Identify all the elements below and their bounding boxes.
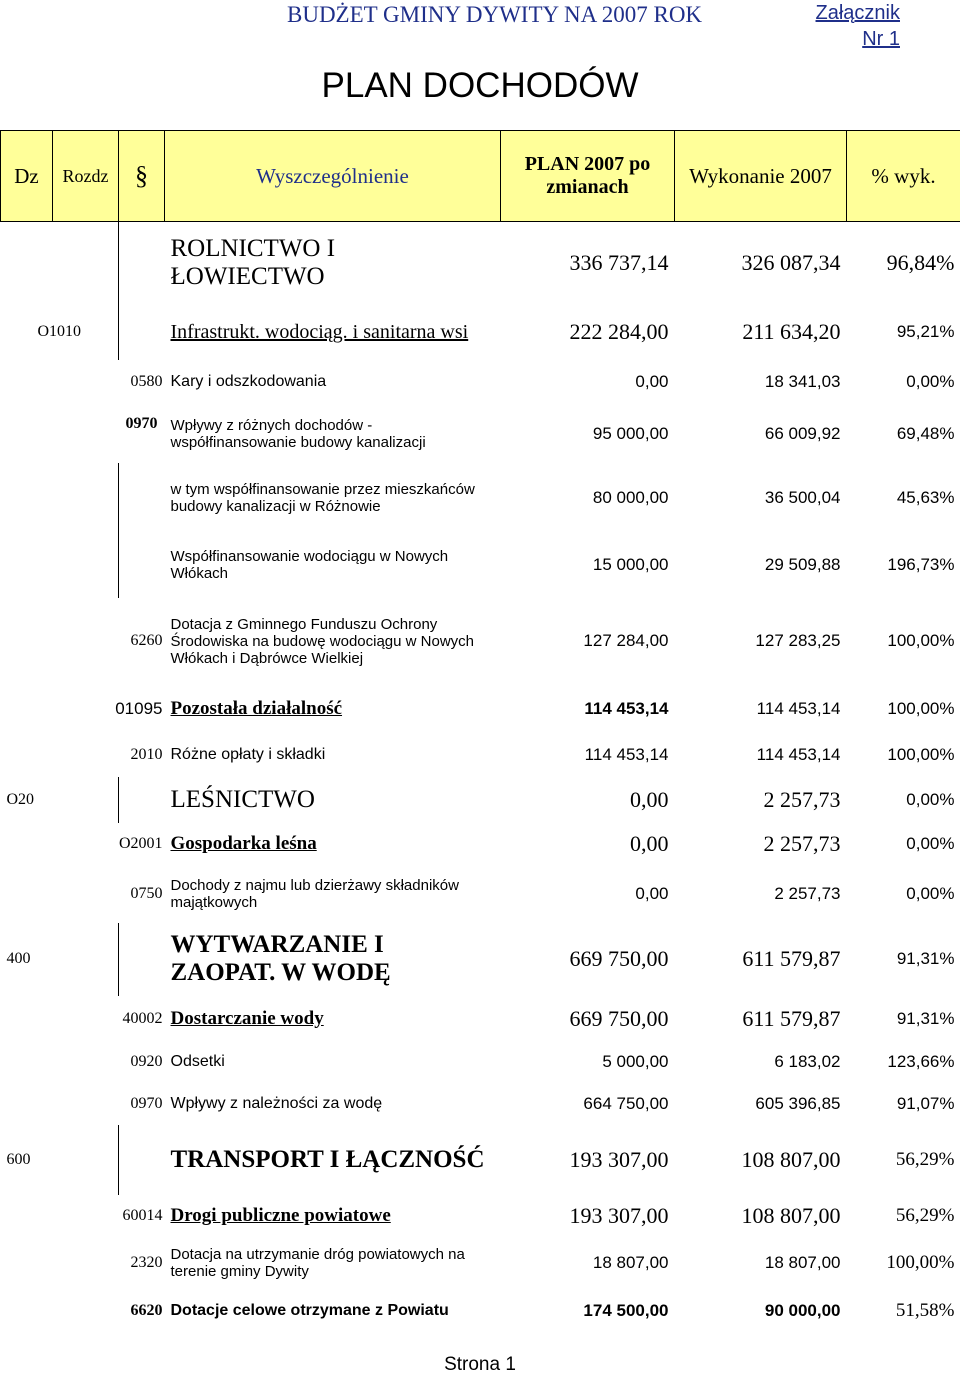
- row-description: Różne opłaty i składki: [170, 745, 326, 763]
- table-row: [1, 685, 960, 733]
- plan-value: 5 000,00: [602, 1052, 669, 1071]
- paragraph-code: 6260: [130, 632, 163, 649]
- percent-value: 56,29%: [895, 1204, 955, 1226]
- table-row: [1, 360, 960, 405]
- percent-value: 56,29%: [895, 1148, 955, 1170]
- plan-value: 193 307,00: [569, 1146, 669, 1172]
- execution-value: 211 634,20: [742, 319, 841, 344]
- percent-value: 91,31%: [896, 1008, 955, 1028]
- plan-value: 669 750,00: [569, 1005, 669, 1031]
- execution-value: 2 257,73: [763, 830, 841, 856]
- percent-value: 45,63%: [896, 487, 955, 507]
- plan-value: 15 000,00: [592, 555, 669, 574]
- percent-value: 100,00%: [887, 698, 955, 718]
- table-row: [1, 1195, 960, 1237]
- col-percent: % wyk.: [847, 131, 960, 222]
- row-description: Dotacja z Gminnego Funduszu Ochrony Środowiska na budowę wodociągu w Nowych Włókach i Dąbrówce Wielkiej: [170, 615, 475, 667]
- paragraph-code: 0970: [125, 414, 158, 432]
- dz-code: O20: [6, 790, 35, 808]
- row-description: Dotacje celowe otrzymane z Powiatu: [170, 1302, 449, 1319]
- plan-value: 222 284,00: [569, 319, 669, 344]
- paragraph-code: 0920: [130, 1053, 163, 1070]
- execution-value: 2 257,73: [774, 883, 841, 903]
- execution-value: 108 807,00: [741, 1146, 841, 1172]
- table-row: [1, 996, 960, 1042]
- chapter-code: 60014: [122, 1206, 163, 1224]
- execution-value: 114 453,14: [756, 698, 841, 718]
- col-paragraph: §: [119, 131, 165, 222]
- plan-value: 174 500,00: [583, 1301, 669, 1320]
- table-row: [1, 305, 960, 360]
- execution-value: 108 807,00: [741, 1202, 841, 1228]
- table-row: [1, 1125, 960, 1195]
- table-row: [1, 598, 960, 685]
- col-execution: Wykonanie 2007: [675, 131, 847, 222]
- plan-value: 0,00: [635, 883, 669, 903]
- chapter-code: O2001: [118, 834, 163, 852]
- row-description: Kary i odszkodowania: [170, 373, 327, 390]
- chapter-code: 40002: [122, 1009, 163, 1027]
- execution-value: 114 453,14: [756, 744, 841, 764]
- attachment-line-2: Nr 1: [862, 28, 900, 50]
- chapter-title: Dostarczanie wody: [170, 1007, 324, 1029]
- attachment-line-1: Załącznik: [815, 2, 900, 24]
- plan-value: 664 750,00: [583, 1093, 669, 1113]
- percent-value: 69,48%: [896, 423, 955, 443]
- percent-value: 51,58%: [895, 1300, 955, 1321]
- plan-value: 18 807,00: [592, 1253, 669, 1272]
- col-plan: PLAN 2007 po zmianach: [501, 131, 675, 222]
- plan-value: 80 000,00: [592, 487, 669, 507]
- table-row: [1, 463, 960, 533]
- execution-value: 90 000,00: [764, 1301, 841, 1320]
- table-row: [1, 1290, 960, 1333]
- execution-value: 127 283,25: [755, 631, 841, 650]
- dz-code: 600: [6, 1150, 31, 1168]
- table-row: [1, 1042, 960, 1083]
- table-row: [1, 865, 960, 923]
- table-row: [1, 1237, 960, 1290]
- section-title: WYTWARZANIE I ZAOPAT. W WODĘ: [170, 931, 391, 986]
- execution-value: 18 807,00: [764, 1253, 841, 1272]
- paragraph-code: 0970: [130, 1094, 163, 1112]
- paragraph-code: 2010: [130, 745, 163, 763]
- chapter-title: Drogi publiczne powiatowe: [170, 1204, 391, 1226]
- execution-value: 66 009,92: [764, 423, 841, 443]
- paragraph-code: 0580: [130, 373, 163, 390]
- percent-value: 100,00%: [887, 631, 955, 650]
- section-title: ROLNICTWO I ŁOWIECTWO: [170, 235, 336, 291]
- percent-value: 100,00%: [886, 1252, 955, 1273]
- execution-value: 611 579,87: [742, 1005, 841, 1031]
- income-table: [0, 130, 960, 1333]
- plan-value: 0,00: [630, 786, 669, 812]
- plan-value: 114 453,14: [584, 744, 669, 764]
- row-description: Odsetki: [170, 1053, 225, 1070]
- plan-value: 114 453,14: [584, 698, 669, 718]
- budget-title: BUDŻET GMINY DYWITY NA 2007 ROK: [287, 2, 703, 27]
- execution-value: 326 087,34: [741, 250, 841, 276]
- attachment-label: [816, 0, 900, 52]
- section-title: TRANSPORT I ŁĄCZNOŚĆ: [170, 1145, 485, 1173]
- paragraph-code: 2320: [130, 1254, 163, 1271]
- plan-value: 0,00: [630, 830, 669, 856]
- table-row: [1, 733, 960, 777]
- percent-value: 0,00%: [906, 883, 955, 903]
- table-row: [1, 533, 960, 598]
- row-description: Wpływy z należności za wodę: [170, 1094, 383, 1112]
- paragraph-code: 0750: [130, 884, 163, 902]
- col-description: Wyszczególnienie: [165, 131, 501, 222]
- plan-title: PLAN DOCHODÓW: [321, 66, 639, 105]
- percent-value: 91,31%: [896, 949, 955, 968]
- execution-value: 2 257,73: [763, 786, 841, 812]
- row-description: w tym współfinansowanie przez mieszkańców budowy kanalizacji w Różnowie: [170, 480, 475, 515]
- percent-value: 100,00%: [887, 744, 955, 764]
- table-row: [1, 222, 960, 305]
- table-row: [1, 823, 960, 865]
- col-rozdz: Rozdz: [53, 131, 119, 222]
- chapter-title: Gospodarka leśna: [170, 832, 317, 854]
- plan-value: 669 750,00: [569, 946, 669, 971]
- table-header: [1, 131, 960, 222]
- table-row: [1, 1083, 960, 1125]
- row-description: Współfinansowanie wodociągu w Nowych Włókach: [170, 548, 449, 582]
- percent-value: 91,07%: [896, 1093, 955, 1113]
- percent-value: 0,00%: [906, 789, 955, 809]
- row-description: Wpływy z różnych dochodów - współfinansowanie budowy kanalizacji: [170, 416, 426, 451]
- section-title: LEŚNICTWO: [170, 785, 315, 813]
- percent-value: 123,66%: [887, 1052, 955, 1071]
- execution-value: 18 341,03: [764, 372, 841, 391]
- execution-value: 36 500,04: [764, 487, 841, 507]
- paragraph-code: 6620: [130, 1302, 163, 1319]
- plan-value: 0,00: [635, 372, 669, 391]
- dz-code: O1010: [37, 323, 82, 340]
- row-description: Dochody z najmu lub dzierżawy składników majątkowych: [170, 876, 459, 911]
- plan-value: 127 284,00: [583, 631, 669, 650]
- chapter-title: Pozostała działalność: [170, 697, 343, 719]
- dz-code: 400: [6, 950, 31, 967]
- percent-value: 0,00%: [906, 833, 955, 853]
- plan-value: 336 737,14: [569, 250, 669, 276]
- chapter-title: Infrastrukt. wodociąg. i sanitarna wsi: [170, 320, 469, 343]
- plan-value: 95 000,00: [592, 423, 669, 443]
- percent-value: 96,84%: [886, 250, 955, 276]
- execution-value: 6 183,02: [774, 1052, 841, 1071]
- table-row: [1, 777, 960, 823]
- chapter-code: 01095: [115, 698, 163, 718]
- col-dz: Dz: [1, 131, 53, 222]
- table-row: [1, 923, 960, 996]
- execution-value: 29 509,88: [764, 555, 841, 574]
- table-row: [1, 405, 960, 463]
- percent-value: 196,73%: [887, 555, 955, 574]
- page-number: Strona 1: [444, 1354, 516, 1375]
- plan-value: 193 307,00: [569, 1202, 669, 1228]
- execution-value: 605 396,85: [755, 1093, 841, 1113]
- percent-value: 0,00%: [906, 372, 955, 391]
- row-description: Dotacja na utrzymanie dróg powiatowych na terenie gminy Dywity: [170, 1246, 465, 1280]
- execution-value: 611 579,87: [742, 946, 841, 971]
- percent-value: 95,21%: [896, 322, 955, 341]
